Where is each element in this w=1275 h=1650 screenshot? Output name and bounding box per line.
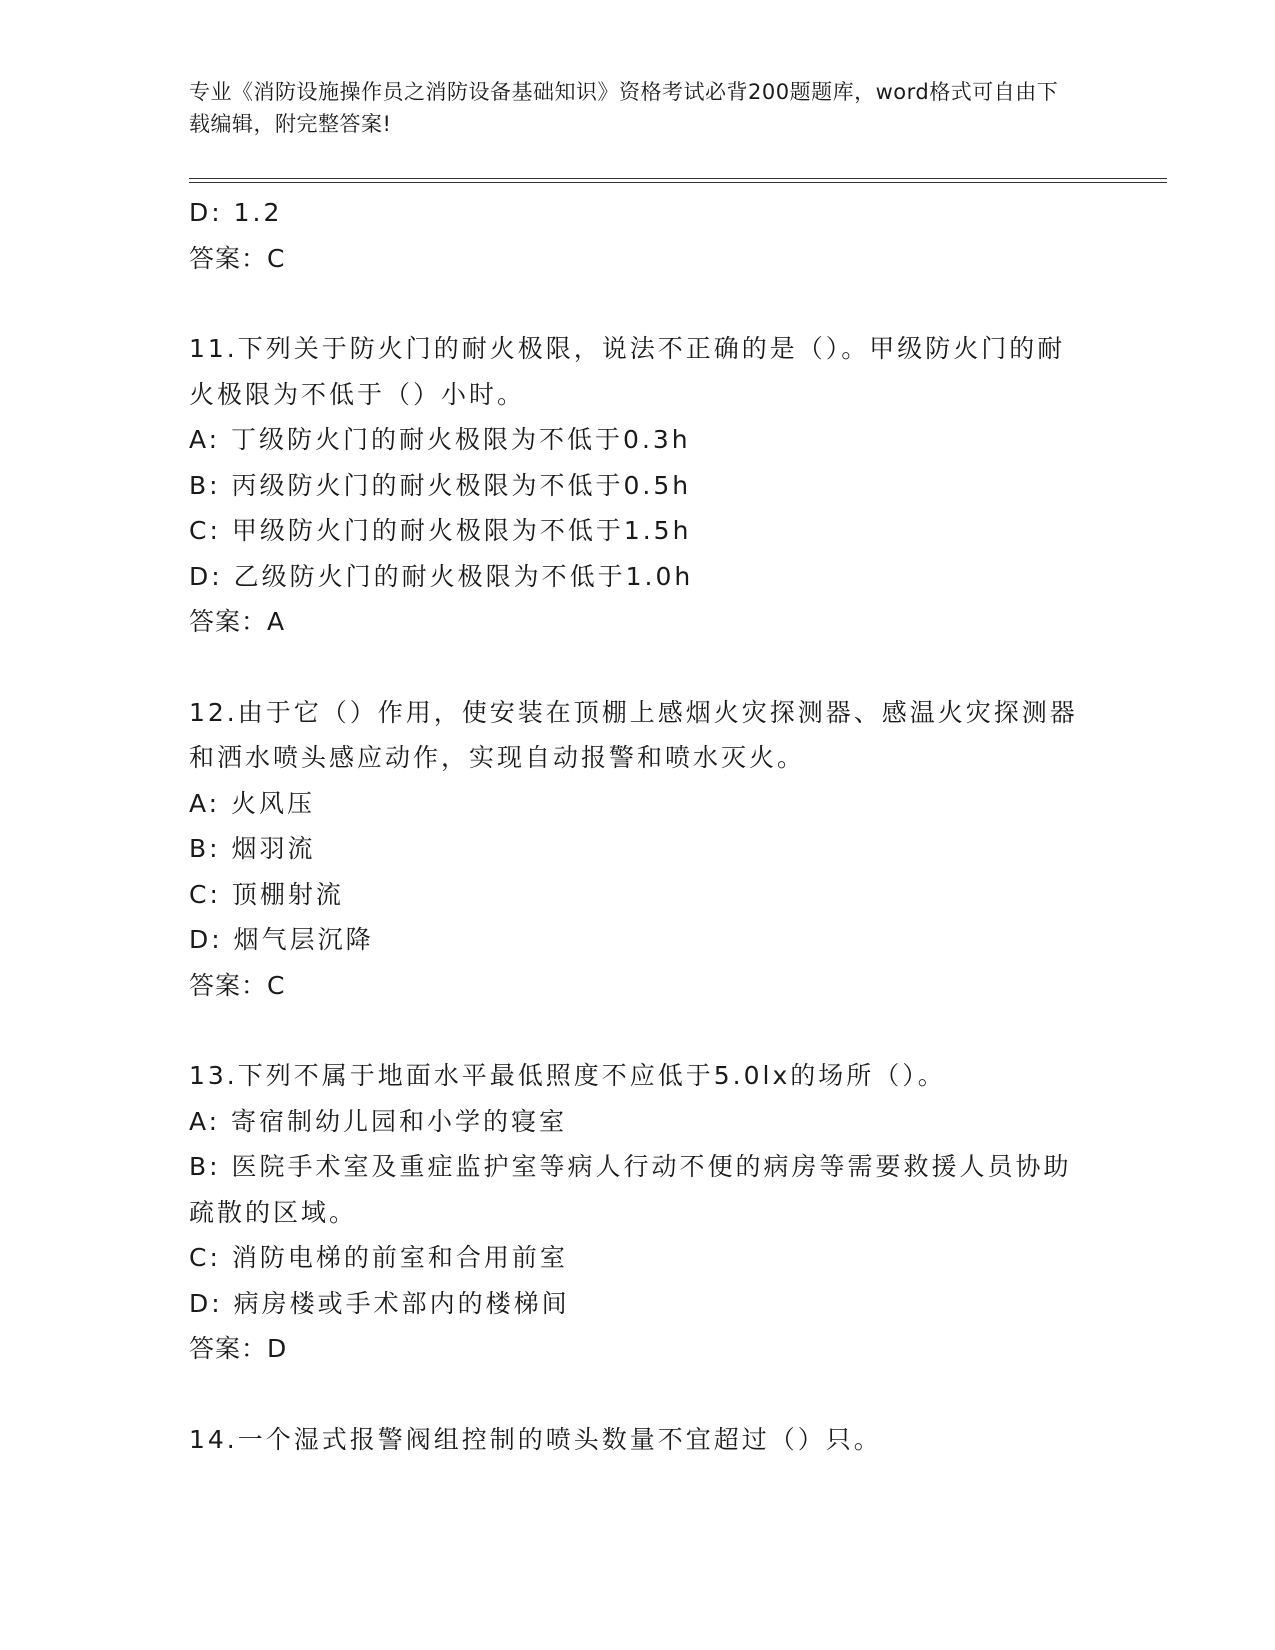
option-c: C: 消防电梯的前室和合用前室 <box>189 1243 568 1272</box>
option-d: D: 1.2 <box>189 198 283 227</box>
page-header: 专业《消防设施操作员之消防设备基础知识》资格考试必背200题题库，word格式可自由下载编辑，附完整答案! <box>189 80 1059 136</box>
option-b: B: 丙级防火门的耐火极限为不低于0.5h <box>189 470 692 500</box>
spacer <box>189 281 1089 326</box>
option-b: B: 烟羽流 <box>189 834 316 863</box>
option-d: D: 烟气层沉降 <box>189 925 374 954</box>
document-body <box>189 190 1089 1462</box>
question-12 <box>189 690 1089 1009</box>
option-a: A: 火风压 <box>189 788 316 818</box>
option-d: D: 病房楼或手术部内的楼梯间 <box>189 1288 570 1318</box>
answer: 答案：C <box>189 243 286 273</box>
spacer <box>189 1372 1089 1417</box>
option-b: B: 医院手术室及重症监护室等病人行动不便的病房等需要救援人员协助疏散的区域。 <box>189 1152 1072 1227</box>
option-c: C: 甲级防火门的耐火极限为不低于1.5h <box>189 516 692 545</box>
question-stem: 11.下列关于防火门的耐火极限，说法不正确的是（）。甲级防火门的耐火极限为不低于（）小时。 <box>189 334 1066 409</box>
answer: 答案：D <box>189 1334 288 1363</box>
answer: 答案：C <box>189 970 286 1000</box>
spacer <box>189 1008 1089 1053</box>
option-a: A: 寄宿制幼儿园和小学的寝室 <box>189 1106 568 1136</box>
question-stem: 14.一个湿式报警阀组控制的喷头数量不宜超过（）只。 <box>189 1424 882 1454</box>
question-stem: 13.下列不属于地面水平最低照度不应低于5.0lx的场所（）。 <box>189 1061 946 1090</box>
header-divider <box>189 178 1167 183</box>
question-14 <box>189 1417 1089 1463</box>
option-c: C: 顶棚射流 <box>189 879 344 909</box>
option-a: A: 丁级防火门的耐火极限为不低于0.3h <box>189 425 691 454</box>
answer: 答案：A <box>189 607 286 636</box>
question-13 <box>189 1053 1089 1372</box>
spacer <box>189 645 1089 690</box>
question-stem: 12.由于它（）作用，使安装在顶棚上感烟火灾探测器、感温火灾探测器和洒水喷头感应动作，实现自动报警和喷水灭火。 <box>189 697 1078 772</box>
option-d: D: 乙级防火门的耐火极限为不低于1.0h <box>189 561 694 591</box>
question-11 <box>189 326 1089 645</box>
